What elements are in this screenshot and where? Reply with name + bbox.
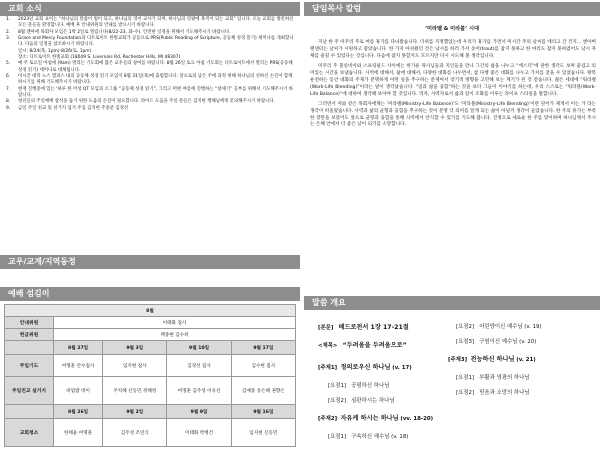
point-1-sub: [요점1] 공평하신 하나님	[328, 383, 390, 389]
column-title: ‘미라벨 & 미라블’ 시대	[425, 26, 479, 32]
news-item	[4, 74, 296, 87]
news-number: 6.	[6, 74, 11, 80]
prayer-cell: 임지현 집사	[103, 355, 167, 377]
news-text: 2023년 교회 표어는 “하나님의 말씀이 법이 되고, 하나님의 영이 교사가 되며, 하나님의 영광에 목적이 되는 교회” 입니다. 오늘 교회를 방문하신 모든 분들을 환영합니다. 예배 후 안내위원의 안내를 받으시기 바랍니다.	[18, 17, 294, 29]
news-number: 2.	[6, 29, 11, 35]
sermon-title: <제목> “두려움을 두려움으로”	[318, 342, 407, 349]
month-cell: 8월	[5, 305, 296, 317]
news-text: Grace and Mercy Foundation과 디트로이트 한빛교회가 공동으로 PRS(Public Reading of Scripture, 공동체 성경 읽기) 세미나를 개최합니다. 다음의 일정을 참조하시기 바랍니다.	[18, 36, 294, 48]
worship-header: 예배 섬김이	[0, 287, 300, 301]
cleaning-label: 교회청소	[5, 419, 54, 447]
news-text: 청년들의 주일예배 참석을 돕기 위한 도움의 손길이 필요합니다. 라이드 도움을 주실 분들은 김지현 행해님에게 문의해주시기 바랍니다.	[18, 99, 276, 105]
point-3-sub: [요점1] 부활과 영광의 하나님	[456, 375, 530, 381]
point-2-sub: [요점1] 구속하신 예수님 (v. 18)	[328, 434, 409, 440]
news-number: 1.	[6, 17, 11, 22]
date-cell: 9월 2일	[103, 405, 167, 419]
column-paragraph: 미주리 주 블롱비아와 스프링필드 사이에는 한가운 목사님들과 지인들을 만나 그간의 삶을 나누고 “에스더”에 관한 생각도 보며 즐겁고 의미있는 시간을 보냈습니다. 사역에 대해서, 삶에 대해서, 다양한 대화를 나누면서, 참 다행 좋은 대화를 나누고 가치를 찾을 수 있었습니다. 왕복 운전하는 동안 대화의 주제가 분명하게 어떤 일을 추구하는 문제여서 장기적 방향을 고민해 보는 계기가 된 것 같습니다. 젊은 세대에 “워라밸(Work-Life Blending)”이라는 말이 생각났습니다. “일과 삶을 융합”하는 것을 보다 그들이 이야기를 하는데, 우리 스스로는 “워라블(Work-Life Balance)”에 대하여 생각해 보아야 할 것입니다. 역자, 사역자로서 삶과 일이 조화를 이루는 라이프 스타일을 말합니다.	[310, 63, 596, 97]
point-3-sub: [요점2] 믿음과 소망의 하나님	[456, 390, 530, 396]
news-number: 7.	[6, 86, 11, 92]
point-2-sub: [요점3] 구원이신 예수님 (v. 20)	[456, 339, 537, 345]
date-cell: 8월 26일	[54, 405, 103, 419]
worship-table	[4, 304, 296, 447]
fellowship-label: 주일친교 설거지	[5, 377, 54, 405]
news-text: 금일 주일 친교 및 설거지 섬겨 주심 김지현 주중분 김경선	[18, 105, 129, 111]
prayer-label: 주일기도	[5, 355, 54, 377]
column-body	[310, 40, 596, 132]
usher-label: 안내위원	[5, 317, 54, 329]
news-text: 장소: 디트로이트 한빛교회 (18049 S. Livernois Rd, Rochester Hills, MI 48307)	[18, 55, 181, 61]
date-cell: 8월 27일	[54, 341, 103, 355]
cleaning-cell: 한태윤 여명훈	[54, 419, 103, 447]
news-text: 8월 엔아에 목회자 모임은 1박 2일로 열립니다(8/22-23, 화-수). 안전한 일정을 위해서 기도해주시기 바랍니다.	[18, 29, 231, 35]
fellowship-cell: 주치혜 신동민 정해영	[103, 377, 167, 405]
connection-header: 교우/교계/지역동정	[0, 255, 300, 269]
news-item	[4, 61, 296, 74]
right-column	[304, 0, 600, 464]
offering-value: 백종현 김수희	[54, 329, 296, 341]
cleaning-cell: 이태화 박병건	[167, 419, 231, 447]
prayer-cell: 김수현 집사	[231, 355, 295, 377]
prayer-cell: 김경선 집사	[167, 355, 231, 377]
column-paragraph: 지난 한 주 미주리 주로 여름 휴가를 다녀왔습니다. 더위를 지정했었는데 우리가 휴가를 가면서 미시간 주의 날씨를 데리고 간 건지... 엔아버랜센터는 날씨가 시원하고 좋았습니다. 한 가지 아쉬웠던 것은 낚시를 하러 가서 송어(trout)를 잡지 못하고 한 마리도 잡지 못하였어도 낚시 자체를 즐길 수 있었다는 것입니다. 다음에 잡지 못할지도 모르지만 다시 시도해 볼 생각입니다.	[310, 40, 596, 59]
fellowship-cell: 비빔밥 데이	[54, 377, 103, 405]
date-cell: 9월 10일	[167, 341, 231, 355]
cleaning-cell: 김주성 조연식	[103, 419, 167, 447]
cleaning-cell: 임지현 신동민	[231, 419, 295, 447]
fellowship-cell: 여명훈 김주성 이유선	[167, 377, 231, 405]
news-list	[4, 17, 296, 112]
news-number: 5.	[6, 61, 11, 67]
point-1: [주제1] 정의로우신 하나님 (v. 17)	[318, 364, 412, 371]
date-cell: 9월 9일	[167, 405, 231, 419]
news-text: 일시: 8/24(목, 1pm)-8/26(토, 1pm)	[18, 48, 92, 54]
news-item	[4, 36, 296, 49]
empty-cell	[5, 341, 54, 355]
prayer-cell: 여명훈 안수집사	[54, 355, 103, 377]
news-header: 교회 소식	[0, 2, 300, 16]
news-text: 미시간 대학 노스 캠퍼스 내의 공동체 성경 읽기 모임이 8월 31일(목)에 출범합니다. 앞으로의 남은 주에 과정 위해 하나님의 선하신 손길이 함께 하시기를 위해 기도해주시기 바랍니다.	[18, 74, 293, 86]
column-paragraph: 그러면서 저와 같은 목회자에게는 ‘미라밸(Ministry-Life Balance)’도 ‘미라블(Ministry-Life Blending)’이란 단어가 제게서 어는 가 라는 생각이 떠올랐습니다. 사역과 삶의 균형과 융합을 추구하는 것이 분명 더 의미를 알게 되는 삶이 아닐까 생각이 들었습니다. 한 주의 휴가는 부족한 장만을 보았어도 앞으로 균형과 융합을 통해 사역에서 안식할 수 있기를 기도해 봅니다. 진정으로 새로운 한 주를 맞이하며 하나님께서 주시는 은혜 안에서 더 좋은 날이 되기를 소망합니다.	[310, 101, 596, 128]
point-2: [주제2] 자유케 하시는 하나님 (vv. 18-20)	[318, 415, 434, 422]
empty-cell	[5, 405, 54, 419]
sermon-header: 말씀 개요	[304, 296, 600, 310]
sermon-text: [본문] 베드로전서 1장 17-21절	[318, 324, 409, 331]
date-cell: 9월 17일	[231, 341, 295, 355]
news-item	[4, 106, 296, 112]
date-cell: 9월 3일	[103, 341, 167, 355]
news-text: 현재 진행중에 있는 ‘하루 한 어성 QT 모임과 소그룹 “공동체 성경 읽기”, 그리고 머변 여름에 진행하는 “창세기” 공부를 위해서 기도해주시기 바랍니다.	[18, 86, 293, 99]
offering-label: 헌금위원	[5, 329, 54, 341]
news-text: 매 주 토요일 아침에 (9am) 열리는 기도회에 많은 교우들의 참여를 바랍니다. 8월 26일 토요 아침 기도회는 디트로이트에서 열리는 PRS(공동체 성경 읽기) 세미나로 대체됩니다.	[18, 61, 293, 73]
news-number: 3.	[6, 36, 11, 42]
news-item	[4, 87, 296, 100]
usher-value: 이태화 집사	[54, 317, 296, 329]
point-2-sub: [요점2] 어린양이신 예수님 (v. 19)	[456, 324, 542, 330]
point-3: [주제3] 전능하신 하나님 (v. 21)	[448, 356, 536, 363]
news-number: 8.	[6, 99, 11, 105]
date-cell: 9월 16일	[231, 405, 295, 419]
news-number: 9.	[6, 105, 11, 111]
fellowship-cell: 김예중 송은해 권향은	[231, 377, 295, 405]
point-1-sub: [요점2] 심판하시는 하나님	[328, 398, 395, 404]
column-header: 담임목사 칼럼	[304, 2, 600, 16]
news-item	[4, 17, 296, 30]
